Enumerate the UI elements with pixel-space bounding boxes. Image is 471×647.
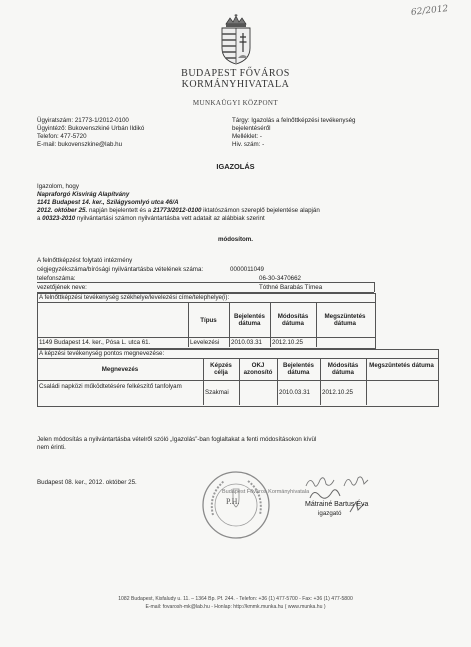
column-header: OKJ azonosító: [243, 362, 273, 376]
officer-email: E-mail: bukovenszkine@lab.hu: [37, 141, 123, 148]
organization-name: Napraforgó Kisvirág Alapítvány: [37, 191, 130, 198]
document-title: IGAZOLÁS: [216, 162, 255, 171]
footer-contact: E-mail: fovarosh-mk@lab.hu - Honlap: http://kmmk.munka.hu ( www.munka.hu ): [145, 604, 326, 610]
table-cell: 1149 Budapest 14. ker., Pósa L. utca 61.: [39, 339, 151, 346]
officer-phone: Telefon: 477-5720: [37, 133, 87, 140]
table-cell: 2012.10.25: [272, 339, 303, 346]
authority-name-line2: KORMÁNYHIVATALA: [181, 79, 290, 90]
column-header: Képzés célja: [210, 362, 232, 376]
table-cell: 2010.03.31: [279, 389, 310, 396]
column-header: Megszüntetés dátuma: [324, 313, 366, 327]
sites-table-title: A felnőttképzési tevékenység székhelye/levelezési címe/telephelye(i):: [39, 294, 230, 301]
column-header: Módosítás dátuma: [277, 313, 309, 327]
intro-text: Igazolom, hogy: [37, 183, 79, 190]
signatory-name: Mátrainé Bartus Éva: [305, 501, 369, 508]
organization-address: 1141 Budapest 14. ker., Szilágysomlyó utca 46/A: [37, 199, 179, 206]
stamp-ph-label: P.H.: [226, 497, 240, 506]
manager-label: vezetőjének neve:: [37, 284, 87, 291]
table-cell: Családi napközi működtetésére felkészítő tanfolyam: [39, 383, 182, 390]
closing-text-line2: nem érinti.: [37, 444, 66, 451]
place-date: Budapest 08. ker., 2012. október 25.: [37, 479, 137, 486]
institution-heading: A felnőttképzést folytató intézmény: [37, 257, 133, 264]
subject-line2: bejelentéséről: [232, 125, 271, 132]
footer-address: 1082 Budapest, Kisfaludy u. 11. – 1364 Bp. Pf. 244. - Telefon: +36 (1) 477-5700 - Fax: +36 (1) 477-5800: [118, 596, 353, 602]
body-paragraph-line1: 2012. október 25. napján bejelentett és a 21773/2012-0100 iktatószámon szereplő bejelentése alapján: [37, 207, 320, 214]
table-cell: Levelezési: [190, 339, 220, 346]
column-header: Típus: [200, 317, 217, 324]
modify-statement: módosítom.: [217, 236, 254, 243]
column-header: Megszüntetés dátuma: [369, 362, 434, 369]
divider: [37, 282, 374, 283]
signatory-role: igazgató: [318, 510, 342, 517]
divider: [37, 302, 375, 303]
divider: [37, 358, 438, 359]
registration-value: 0000011049: [230, 266, 264, 273]
case-officer: Ügyintéző: Bukovenszkiné Urbán Ildikó: [37, 125, 145, 132]
case-number: Ügyiratszám: 21773-1/2012-0100: [37, 117, 129, 124]
body-paragraph-line2: a 00323-2010 nyilvántartási számon nyilvántartásba vett adatait az alábbiak szerint: [37, 215, 265, 222]
attachment: Melléklet: -: [232, 133, 262, 140]
training-table-title: A képzési tevékenység pontos megnevezése:: [39, 350, 165, 357]
column-header: Megnevezés: [101, 366, 139, 373]
authority-name-line1: BUDAPEST FŐVÁROS: [181, 68, 290, 79]
stamp-text: Budapest Főváros Kormányhivatala: [222, 489, 310, 495]
phone-label: telefonszáma:: [37, 275, 76, 282]
column-header: Módosítás dátuma: [327, 362, 359, 376]
column-header: Bejelentés dátuma: [283, 362, 314, 376]
manager-value: Tóthné Barabás Tímea: [259, 284, 323, 291]
divider: [188, 302, 189, 347]
phone-value: 06-30-3470662: [259, 275, 301, 282]
column-header: Bejelentés dátuma: [234, 313, 265, 327]
reference-number: Hiv. szám: -: [232, 141, 265, 148]
closing-text-line1: Jelen módosítás a nyilvántartásba vételről szóló „Igazolás”-ban foglaltakat a fenti módosításokon kívül: [37, 436, 317, 443]
divider: [37, 380, 438, 381]
coat-of-arms-icon: [217, 14, 255, 66]
table-cell: 2012.10.25: [322, 389, 353, 396]
department-name: MUNKAÜGYI KÖZPONT: [192, 99, 279, 107]
divider: [37, 337, 375, 338]
registration-label: cégjegyzékszáma/bírósági nyilvántartásba vételének száma:: [37, 266, 204, 273]
handwritten-annotation: 62/2012: [410, 4, 449, 18]
table-cell: 2010.03.31: [231, 339, 262, 346]
divider: [374, 282, 375, 292]
table-cell: Szakmai: [205, 389, 229, 396]
subject-line1: Tárgy: Igazolás a felnőttképzési tevékenység: [232, 117, 356, 124]
